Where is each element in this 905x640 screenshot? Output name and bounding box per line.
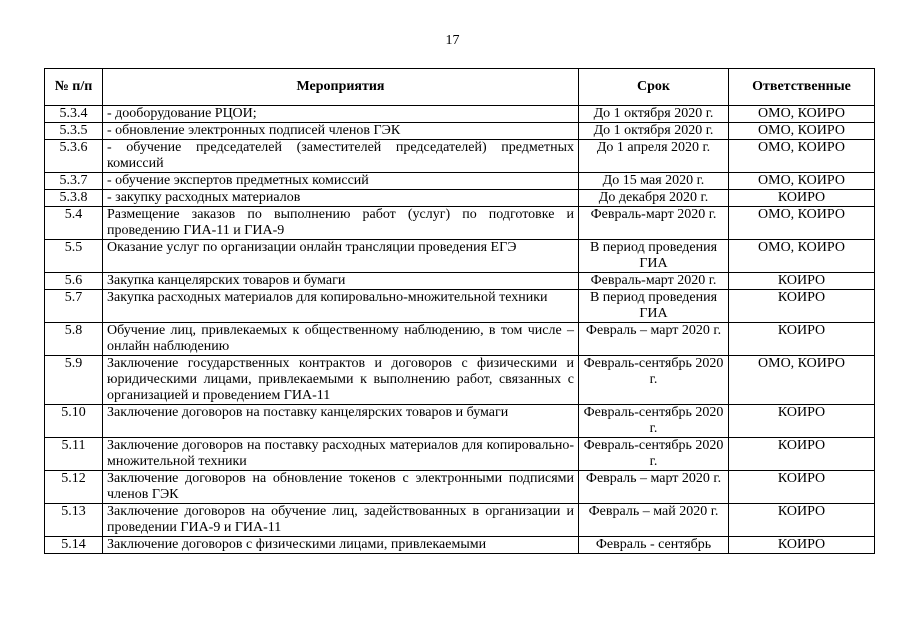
header-num: № п/п (45, 69, 103, 106)
row-number: 5.12 (45, 471, 103, 504)
row-term: До 1 октября 2020 г. (579, 106, 729, 123)
table-row (45, 140, 875, 173)
row-term: До 1 апреля 2020 г. (579, 140, 729, 173)
row-responsible: ОМО, КОИРО (729, 207, 875, 240)
row-activity: Размещение заказов по выполнению работ (услуг) по подготовке и проведению ГИА-11 и ГИА-9 (103, 207, 579, 240)
row-number: 5.9 (45, 356, 103, 405)
row-activity: Заключение государственных контрактов и договоров с физическими и юридическими лицами, привлекаемыми к выполнению работ, связанных с организацией и проведением ГИА-11 (103, 356, 579, 405)
row-responsible: ОМО, КОИРО (729, 240, 875, 273)
row-number: 5.11 (45, 438, 103, 471)
row-term: До декабря 2020 г. (579, 190, 729, 207)
row-activity: - обновление электронных подписей членов ГЭК (103, 123, 579, 140)
table-row (45, 207, 875, 240)
row-activity: Заключение договоров на обновление токенов с электронными подписями членов ГЭК (103, 471, 579, 504)
row-number: 5.7 (45, 290, 103, 323)
activities-table (44, 68, 875, 554)
header-responsible: Ответственные (729, 69, 875, 106)
row-term: В период проведения ГИА (579, 240, 729, 273)
row-responsible: ОМО, КОИРО (729, 106, 875, 123)
table-row (45, 123, 875, 140)
row-activity: Заключение договоров на поставку канцелярских товаров и бумаги (103, 405, 579, 438)
row-term: Февраль – май 2020 г. (579, 504, 729, 537)
row-activity: Заключение договоров на поставку расходных материалов для копировально-множительной техники (103, 438, 579, 471)
row-activity: Заключение договоров с физическими лицами, привлекаемыми (103, 537, 579, 554)
row-responsible: КОИРО (729, 471, 875, 504)
row-term: До 1 октября 2020 г. (579, 123, 729, 140)
row-number: 5.8 (45, 323, 103, 356)
row-responsible: ОМО, КОИРО (729, 173, 875, 190)
header-activity: Мероприятия (103, 69, 579, 106)
row-responsible: ОМО, КОИРО (729, 123, 875, 140)
row-number: 5.6 (45, 273, 103, 290)
row-number: 5.14 (45, 537, 103, 554)
page-number: 17 (445, 33, 460, 48)
table-row (45, 173, 875, 190)
table-row (45, 106, 875, 123)
table-row (45, 240, 875, 273)
table-row (45, 504, 875, 537)
row-responsible: КОИРО (729, 290, 875, 323)
row-responsible: КОИРО (729, 438, 875, 471)
table-row (45, 438, 875, 471)
row-term: В период проведения ГИА (579, 290, 729, 323)
row-number: 5.3.5 (45, 123, 103, 140)
row-responsible: КОИРО (729, 405, 875, 438)
table-body (45, 106, 875, 554)
row-activity: Оказание услуг по организации онлайн трансляции проведения ЕГЭ (103, 240, 579, 273)
row-term: Февраль – март 2020 г. (579, 471, 729, 504)
row-number: 5.3.4 (45, 106, 103, 123)
row-term: Февраль-сентябрь 2020 г. (579, 356, 729, 405)
table-header-row (45, 69, 875, 106)
table-row (45, 273, 875, 290)
table-row (45, 290, 875, 323)
row-term: Февраль - сентябрь (579, 537, 729, 554)
row-activity: - обучение экспертов предметных комиссий (103, 173, 579, 190)
row-responsible: КОИРО (729, 273, 875, 290)
row-term: До 15 мая 2020 г. (579, 173, 729, 190)
row-number: 5.5 (45, 240, 103, 273)
row-responsible: ОМО, КОИРО (729, 356, 875, 405)
row-activity: - дооборудование РЦОИ; (103, 106, 579, 123)
row-activity: Обучение лиц, привлекаемых к общественному наблюдению, в том числе – онлайн наблюдению (103, 323, 579, 356)
row-responsible: ОМО, КОИРО (729, 140, 875, 173)
table-row (45, 537, 875, 554)
row-term: Февраль – март 2020 г. (579, 323, 729, 356)
row-term: Февраль-сентябрь 2020 г. (579, 405, 729, 438)
row-number: 5.3.6 (45, 140, 103, 173)
row-number: 5.3.7 (45, 173, 103, 190)
row-activity: Закупка расходных материалов для копировально-множительной техники (103, 290, 579, 323)
table-row (45, 190, 875, 207)
row-number: 5.4 (45, 207, 103, 240)
header-term: Срок (579, 69, 729, 106)
row-number: 5.10 (45, 405, 103, 438)
row-responsible: КОИРО (729, 537, 875, 554)
row-responsible: КОИРО (729, 323, 875, 356)
row-responsible: КОИРО (729, 190, 875, 207)
row-term: Февраль-март 2020 г. (579, 207, 729, 240)
table-row (45, 405, 875, 438)
row-activity: Закупка канцелярских товаров и бумаги (103, 273, 579, 290)
row-activity: - закупку расходных материалов (103, 190, 579, 207)
row-activity: Заключение договоров на обучение лиц, задействованных в организации и проведении ГИА-9 и ГИА-11 (103, 504, 579, 537)
row-term: Февраль-сентябрь 2020 г. (579, 438, 729, 471)
row-activity: - обучение председателей (заместителей председателей) предметных комиссий (103, 140, 579, 173)
row-number: 5.13 (45, 504, 103, 537)
row-number: 5.3.8 (45, 190, 103, 207)
table-row (45, 356, 875, 405)
table-row (45, 323, 875, 356)
table-row (45, 471, 875, 504)
row-responsible: КОИРО (729, 504, 875, 537)
row-term: Февраль-март 2020 г. (579, 273, 729, 290)
